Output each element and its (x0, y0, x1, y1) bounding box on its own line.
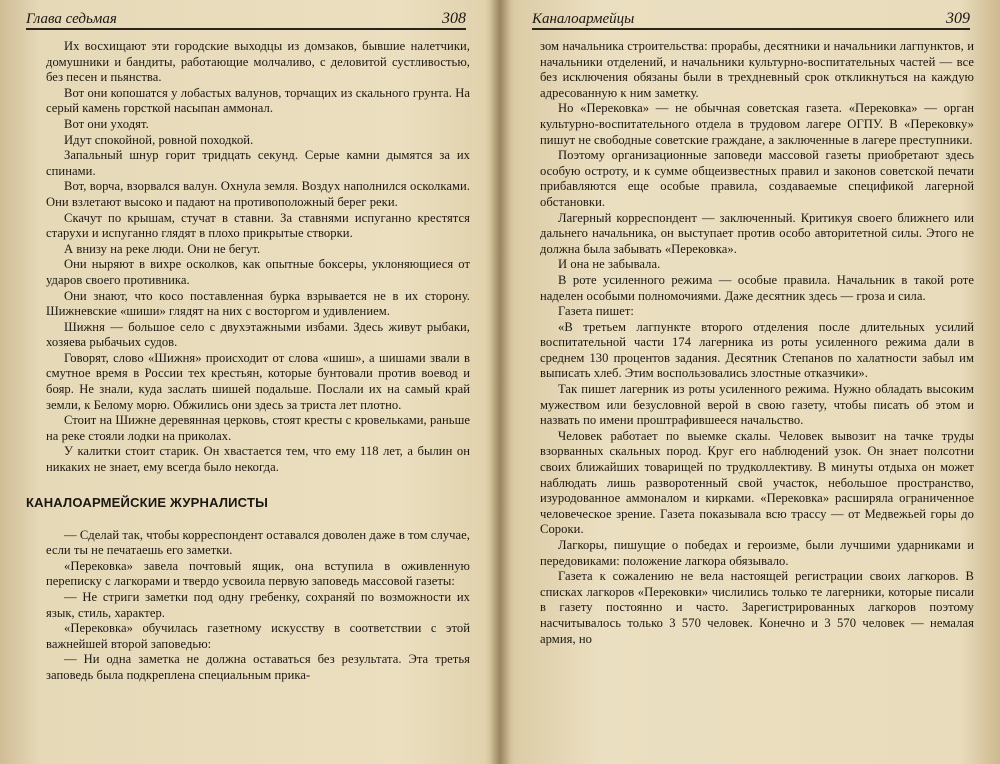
chapter-title: Глава седьмая (26, 11, 117, 27)
section-title: КАНАЛОАРМЕЙСКИЕ ЖУРНАЛИСТЫ (26, 494, 269, 510)
paragraph: Шижня — большое село с двухэтажными избами. Здесь живут рыбаки, хозяева рыбачьих судов. (46, 319, 470, 350)
paragraph: — Сделай так, чтобы корреспондент оставался доволен даже в том случае, если ты не печатаешь его заметки. (46, 527, 470, 558)
paragraph: Газета пишет: (558, 304, 634, 319)
paragraph: Вот они уходят. (64, 116, 149, 131)
paragraph: В роте усиленного режима — особые правила. Начальник в такой роте наделен особыми полномочиями. Даже десятник здесь — гроза и сила. (540, 272, 974, 303)
paragraph: Человек работает по выемке скалы. Человек вывозит на тачке труды взорванных скальных пород. Круг его наблюдений узок. Он знает полсотни своих ближайших товарищей по трудколлективу. В минуты отдыха он может наблюдать лишь разворотенный свой участок, небольшое пространство, изуродованное аммоналом и кирками. «Перековка» расширяла ограниченное человеческое зрение. Газета показывала всю трассу — от Медвежьей горы до Сороки. (540, 428, 974, 537)
right-page-text (540, 39, 974, 647)
right-page-header (532, 6, 970, 30)
paragraph: зом начальника строительства: прорабы, десятники и начальники лагпунктов, и начальники отделений, и начальники культурно-воспитательных частей — все без исключения обязаны были в трехдневный срок откликнуться на каждую адресованную к ним заметку. (540, 39, 974, 100)
paragraph: Вот они копошатся у лобастых валунов, торчащих из скального грунта. На серый камень горсткой насыпан аммонал. (46, 85, 470, 116)
left-page-text-after (46, 528, 470, 684)
paragraph: Поэтому организационные заповеди массовой газеты приобретают здесь особую остроту, и к сумме общеизвестных правил и законов советской печати прибавляются еще особые правила, создаваемые спецификой лагерной обстановки. (540, 148, 974, 209)
paragraph: — Не стриги заметки под одну гребенку, сохраняй по возможности их язык, стиль, характер. (46, 590, 470, 620)
running-title: Каналоармейцы (532, 11, 635, 27)
paragraph: Скачут по крышам, стучат в ставни. За ставнями испуганно крестятся старухи и испуганно глядят в плохо прикрытые створки. (46, 210, 470, 241)
paragraph: Они ныряют в вихре осколков, как опытные боксеры, уклоняющиеся от ударов своего противника. (46, 257, 470, 287)
paragraph: Вот, ворча, взорвался валун. Охнула земля. Воздух наполнился осколками. Они взлетают высоко и падают на противоположный берег реки. (46, 179, 470, 209)
paragraph: У калитки стоит старик. Он хвастается тем, что ему 118 лет, а былин он никаких не знает, ему всегда было некогда. (46, 444, 470, 475)
paragraph: «В третьем лагпункте второго отделения после длительных усилий воспитательной части 174 лагерника из роты усиленного режима дали в среднем 130 процентов задания. Десятник Степанов по халатности забыл им выписать хлеб. Этим воспользовались злостные отказчики». (540, 319, 974, 381)
right-page (500, 0, 1000, 764)
paragraph: «Перековка» обучилась газетному искусству в соответствии с этой важнейшей второй заповедью: (46, 621, 470, 651)
paragraph: Их восхищают эти городские выходцы из домзаков, бывшие налетчики, домушники и бандиты, работающие молчаливо, с деловитой сустливостью, без песен и пьянства. (46, 39, 470, 85)
paragraph: Но «Перековка» — не обычная советская газета. «Перековка» — орган культурно-воспитательного отдела в трудовом лагере ОГПУ. В «Перековку» пишут не свободные советские граждане, а заключенные в лагере преступники. (540, 101, 974, 147)
paragraph: И она не забывала. (558, 257, 661, 272)
paragraph: Запальный шнур горит тридцать секунд. Серые камни дымятся за их спинами. (46, 148, 470, 178)
paragraph: Стоит на Шижне деревянная церковь, стоят кресты с кровельками, раньше на реке стояли лодки на приколах. (46, 413, 470, 443)
paragraph: — Ни одна заметка не должна оставаться без результата. Эта третья заповедь была подкреплена специальным прика- (46, 652, 470, 682)
paragraph: А внизу на реке люди. Они не бегут. (64, 241, 261, 256)
page-number-left: 308 (442, 10, 466, 27)
paragraph: Так пишет лагерник из роты усиленного режима. Нужно обладать высоким мужеством или безусловной верой в свою газету, чтобы писать об этом и назвать по имени проштрафившееся начальство. (540, 382, 974, 428)
page-number-right: 309 (946, 10, 970, 27)
paragraph: Идут спокойной, ровной походкой. (64, 132, 254, 147)
paragraph: Газета к сожалению не вела настоящей регистрации своих лагкоров. В списках лагкоров «Перековки» числились только те лагерники, которые писали в газету постоянно и часто. Зарегистрированных лагкоров поэтому насчитывалось только 3 570 человек. Конечно и 3 570 человек — немалая армия, но (540, 569, 974, 646)
paragraph: Они знают, что косо поставленная бурка взрывается не в их сторону. Шижневские «шиши» глядят на них с восторгом и удивлением. (46, 288, 470, 319)
left-page-text-before (46, 39, 470, 476)
left-page-header (26, 6, 466, 30)
paragraph: Лагкоры, пишущие о победах и героизме, были лучшими ударниками и передовиками: положение лагкора обязывало. (540, 538, 974, 568)
paragraph: Лагерный корреспондент — заключенный. Критикуя своего ближнего или дальнего начальника, он выступает против особо авторитетной силы. Этого не должна была забывать «Перековка». (540, 210, 974, 256)
paragraph: «Перековка» завела почтовый ящик, она вступила в оживленную переписку с лагкорами и твердо усвоила первую заповедь массовой газеты: (46, 558, 470, 589)
paragraph: Говорят, слово «Шижня» происходит от слова «шиш», а шишами звали в смутное время в России тех крестьян, которые бунтовали против воевод и бояр. Не знали, куда заслать шишей подальше. Послали их на самый край земли, к Белому морю. Обжились они здесь за триста лет плотно. (46, 350, 470, 412)
